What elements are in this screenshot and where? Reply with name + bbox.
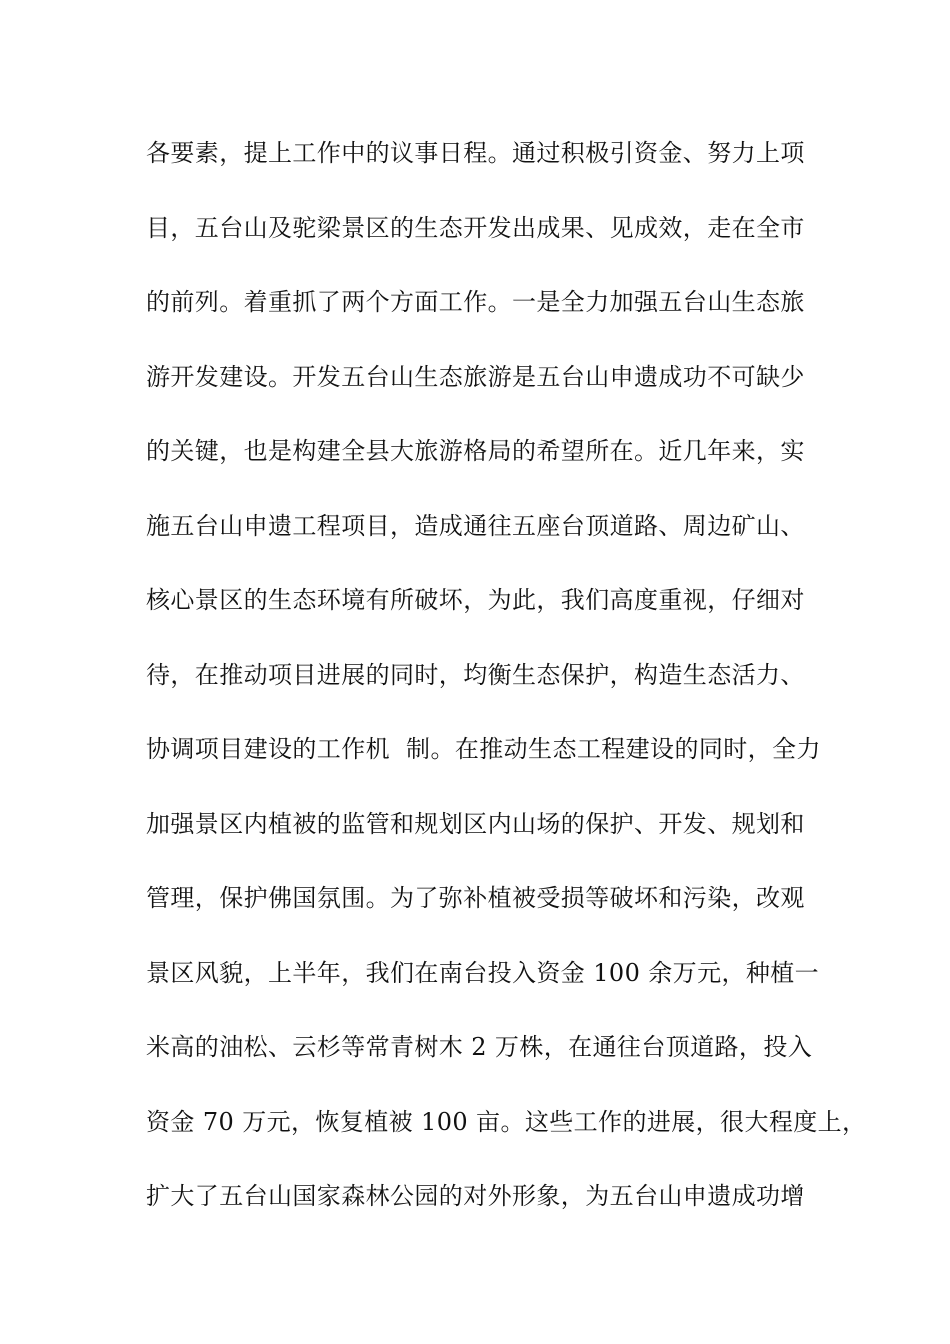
paragraph-line: 协调项目建设的工作机 制。在推动生态工程建设的同时，全力 xyxy=(146,735,821,763)
paragraph-line: 扩大了五台山国家森林公园的对外形象，为五台山申遗成功增 xyxy=(146,1182,805,1210)
paragraph-line: 管理，保护佛国氛围。为了弥补植被受损等破坏和污染，改观 xyxy=(146,884,805,912)
paragraph-line: 核心景区的生态环境有所破坏，为此，我们高度重视，仔细对 xyxy=(146,586,805,614)
body-paragraph xyxy=(146,131,867,1249)
paragraph-line: 的前列。着重抓了两个方面工作。一是全力加强五台山生态旅 xyxy=(146,288,805,316)
paragraph-line: 待，在推动项目进展的同时，均衡生态保护，构造生态活力、 xyxy=(146,660,805,689)
paragraph-line: 各要素，提上工作中的议事日程。通过积极引资金、努力上项 xyxy=(146,139,805,167)
paragraph-line: 景区风貌，上半年，我们在南台投入资金 100 余万元，种植一 xyxy=(146,958,820,987)
paragraph-line: 目，五台山及驼梁景区的生态开发出成果、见成效，走在全市 xyxy=(146,213,805,242)
paragraph-line: 施五台山申遗工程项目，造成通往五座台顶道路、周边矿山、 xyxy=(146,511,805,540)
paragraph-line: 米高的油松、云杉等常青树木 2 万株，在通往台顶道路，投入 xyxy=(146,1033,813,1061)
paragraph-line: 游开发建设。开发五台山生态旅游是五台山申遗成功不可缺少 xyxy=(146,362,805,391)
paragraph-line: 加强景区内植被的监管和规划区内山场的保护、开发、规划和 xyxy=(146,809,805,838)
paragraph-line: 资金 70 万元，恢复植被 100 亩。这些工作的进展，很大程度上， xyxy=(146,1107,867,1136)
paragraph-line: 的关键，也是构建全县大旅游格局的希望所在。近几年来，实 xyxy=(146,437,805,465)
